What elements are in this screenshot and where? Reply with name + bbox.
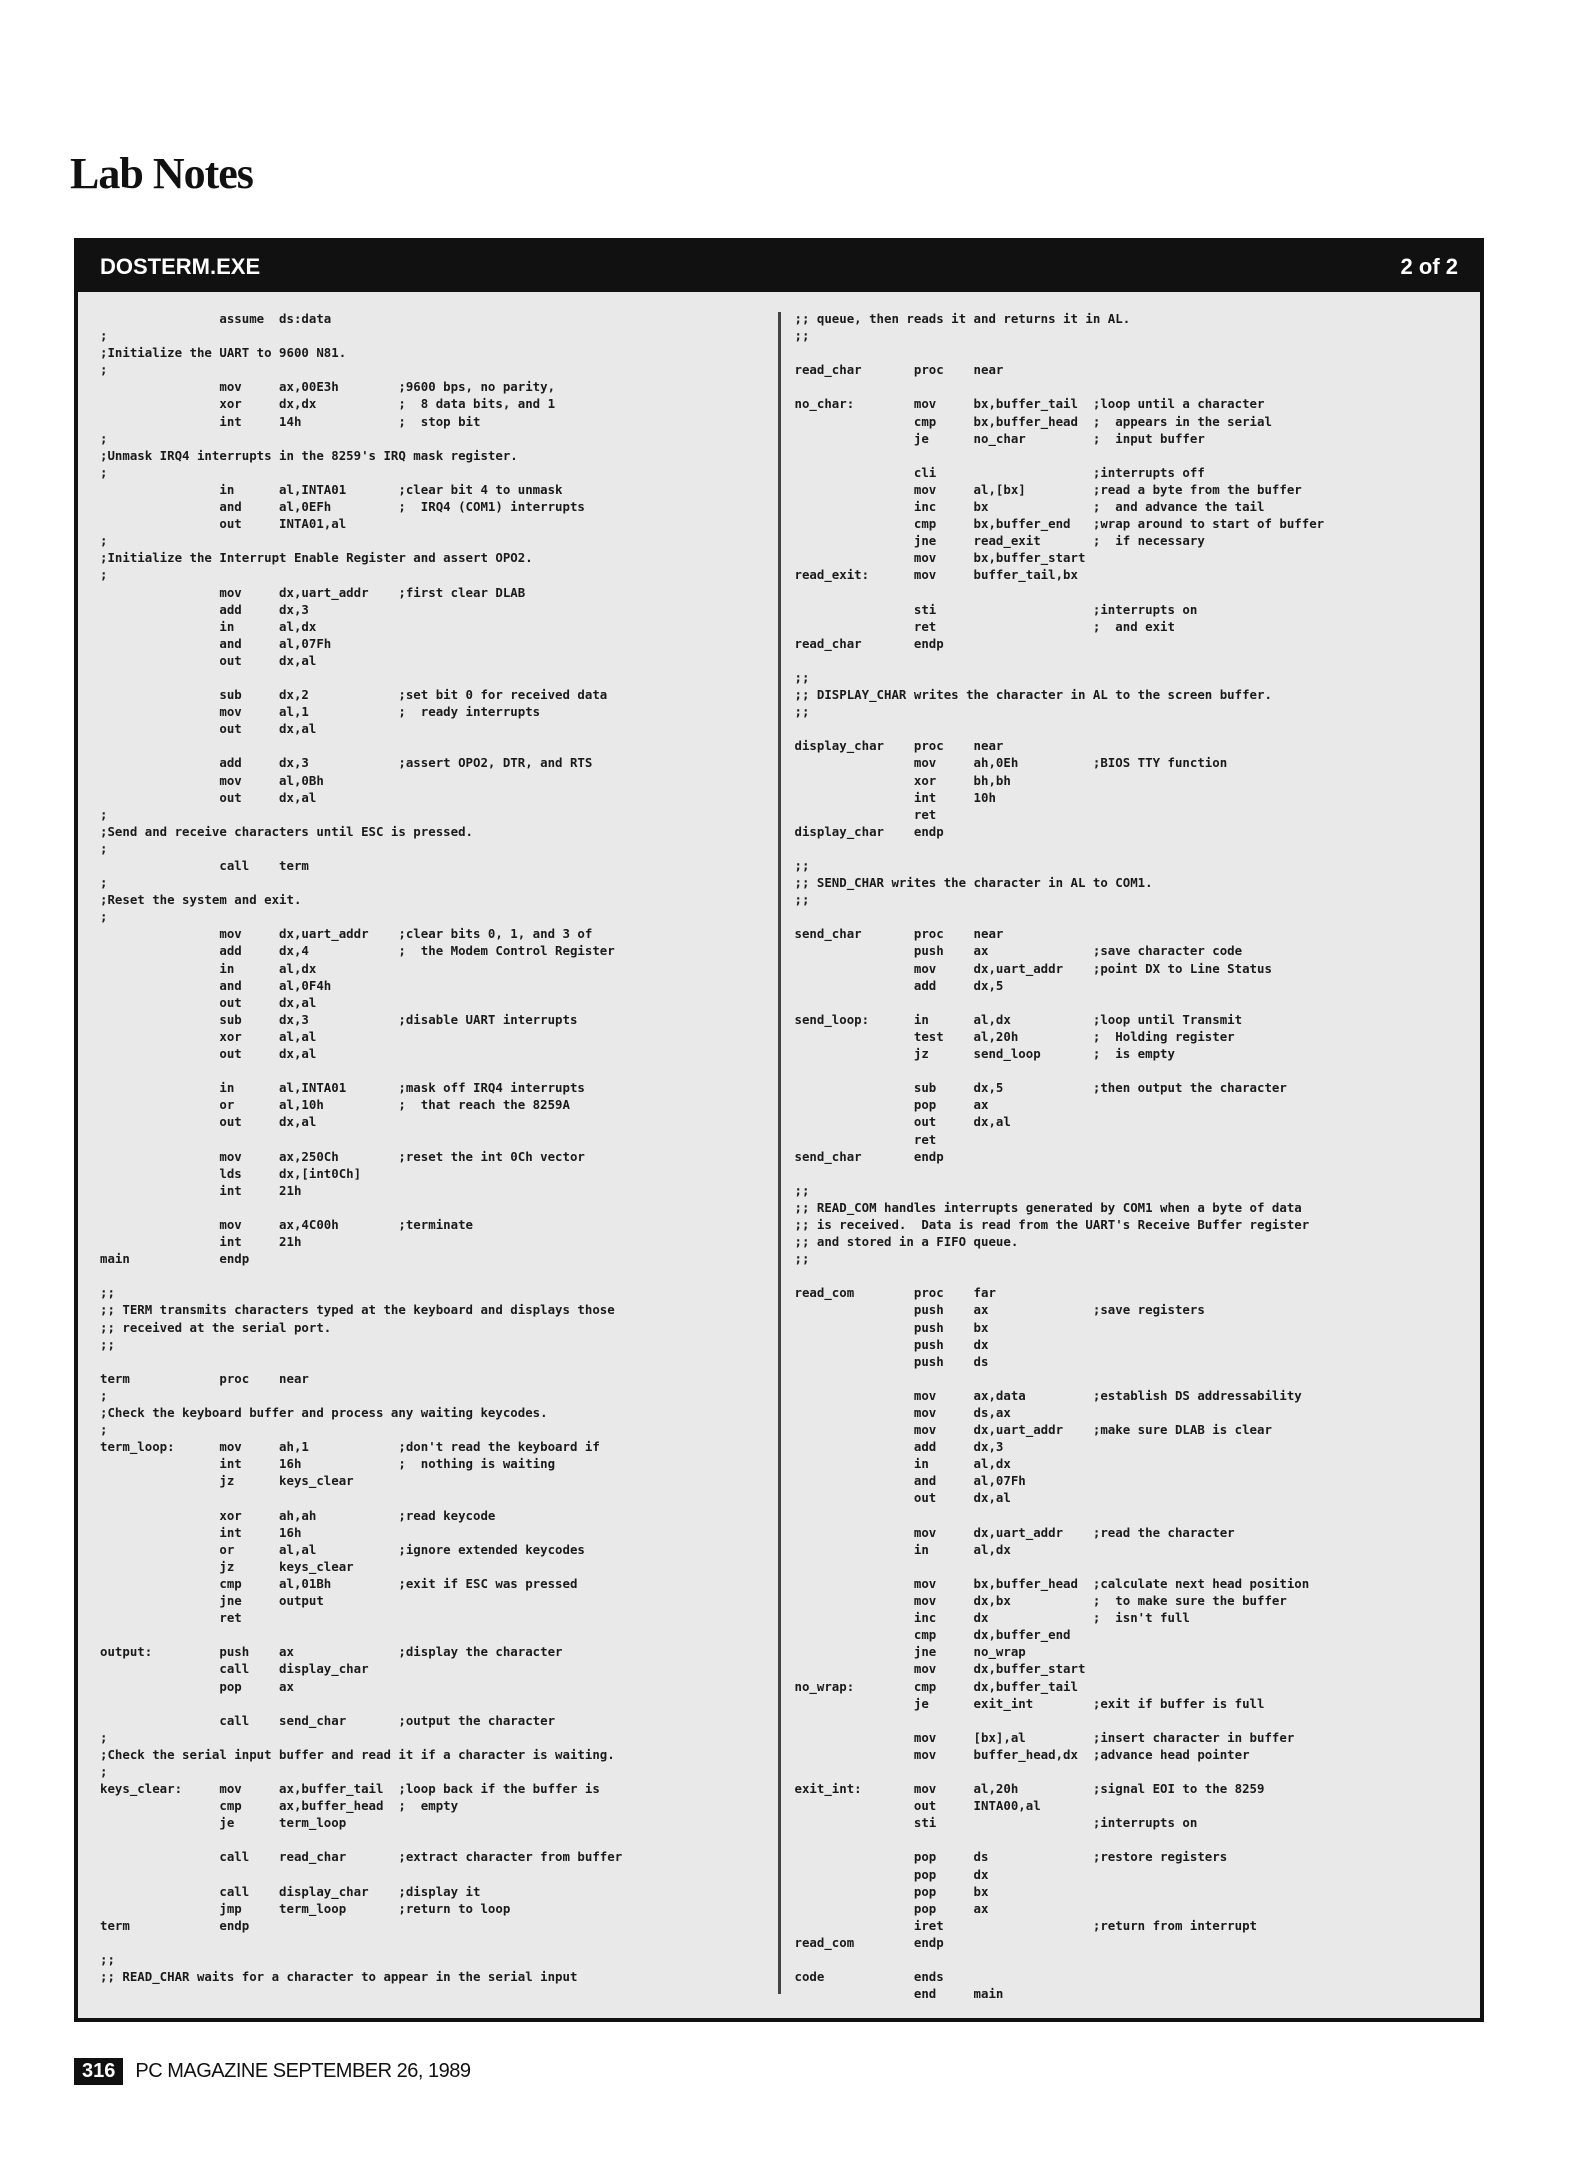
code-listing-box bbox=[74, 238, 1484, 2022]
right-code-column bbox=[781, 300, 1473, 2006]
listing-page-indicator: 2 of 2 bbox=[1400, 254, 1458, 279]
listing-body bbox=[78, 300, 1480, 2006]
right-code-text: ;; queue, then reads it and returns it in AL. ;; read_char proc near no_char: mov bx,buffer_tail ;loop until a character cmp bx,buffer_head ; appears in the serial je no_char ; input buffer cli ;interrupts off mov al,[bx] ;read a byte from the buffer inc bx ; and advance the tail cmp bx,buffer_end ;wrap around to start of buffer jne read_exit ; if necessary mov bx,buffer_start read_exit: mov buffer_tail,bx sti ;interrupts on ret ; and exit read_char endp ;; ;; DISPLAY_CHAR writes the character in AL to the screen buffer. ;; display_char proc near mov ah,0Eh ;BIOS TTY function xor bh,bh int 10h ret display_char endp ;; ;; SEND_CHAR writes the character in AL to COM1. ;; send_char proc near push ax ;save character code mov dx,uart_addr ;point DX to Line Status add dx,5 send_loop: in al,dx ;loop until Transmit test al,20h ; Holding register jz send_loop ; is empty sub dx,5 ;then output the character pop ax out dx,al ret send_char endp ;; ;; READ_COM handles interrupts generated by COM1 when a byte of data ;; is received. Data is read from the UART's Receive Buffer register ;; and stored in a FIFO queue. ;; read_com proc far push ax ;save registers push bx push dx push ds mov ax,data ;establish DS addressability mov ds,ax mov dx,uart_addr ;make sure DLAB is clear add dx,3 in al,dx and al,07Fh out dx,al mov dx,uart_addr ;read the character in al,dx mov bx,buffer_head ;calculate next head position mov dx,bx ; to make sure the buffer inc dx ; isn't full cmp dx,buffer_end jne no_wrap mov dx,buffer_start no_wrap: cmp dx,buffer_tail je exit_int ;exit if buffer is full mov [bx],al ;insert character in buffer mov buffer_head,dx ;advance head pointer exit_int: mov al,20h ;signal EOI to the 8259 out INTA00,al sti ;interrupts on pop ds ;restore registers pop dx pop bx pop ax iret ;return from interrupt read_com endp code ends end main bbox=[794, 311, 1325, 2002]
left-code-text: assume ds:data ; ;Initialize the UART to 9600 N81. ; mov ax,00E3h ;9600 bps, no parity, xor dx,dx ; 8 data bits, and 1 int 14h ; stop bit ; ;Unmask IRQ4 interrupts in the 8259's IRQ mask register. ; in al,INTA01 ;clear bit 4 to unmask and al,0EFh ; IRQ4 (COM1) interrupts out INTA01,al ; ;Initialize the Interrupt Enable Register and assert OPO2. ; mov dx,uart_addr ;first clear DLAB add dx,3 in al,dx and al,07Fh out dx,al sub dx,2 ;set bit 0 for received data mov al,1 ; ready interrupts out dx,al add dx,3 ;assert OPO2, DTR, and RTS mov al,0Bh out dx,al ; ;Send and receive characters until ESC is pressed. ; call term ; ;Reset the system and exit. ; mov dx,uart_addr ;clear bits 0, 1, and 3 of add dx,4 ; the Modem Control Register in al,dx and al,0F4h out dx,al sub dx,3 ;disable UART interrupts xor al,al out dx,al in al,INTA01 ;mask off IRQ4 interrupts or al,10h ; that reach the 8259A out dx,al mov ax,250Ch ;reset the int 0Ch vector lds dx,[int0Ch] int 21h mov ax,4C00h ;terminate int 21h main endp ;; ;; TERM transmits characters typed at the keyboard and displays those ;; received at the serial port. ;; term proc near ; ;Check the keyboard buffer and process any waiting keycodes. ; term_loop: mov ah,1 ;don't read the keyboard if int 16h ; nothing is waiting jz keys_clear xor ah,ah ;read keycode int 16h or al,al ;ignore extended keycodes jz keys_clear cmp al,01Bh ;exit if ESC was pressed jne output ret output: push ax ;display the character call display_char pop ax call send_char ;output the character ; ;Check the serial input buffer and read it if a character is waiting. ; keys_clear: mov ax,buffer_tail ;loop back if the buffer is cmp ax,buffer_head ; empty je term_loop call read_char ;extract character from buffer call display_char ;display it jmp term_loop ;return to loop term endp ;; ;; READ_CHAR waits for a character to appear in the serial input bbox=[100, 311, 623, 1985]
page-footer bbox=[74, 2058, 471, 2085]
listing-header bbox=[78, 242, 1480, 292]
page-number: 316 bbox=[74, 2058, 123, 2085]
left-code-column bbox=[86, 300, 778, 2006]
publication-line: PC MAGAZINE SEPTEMBER 26, 1989 bbox=[135, 2060, 471, 2082]
listing-filename: DOSTERM.EXE bbox=[100, 254, 261, 279]
section-title: Lab Notes bbox=[70, 149, 253, 198]
